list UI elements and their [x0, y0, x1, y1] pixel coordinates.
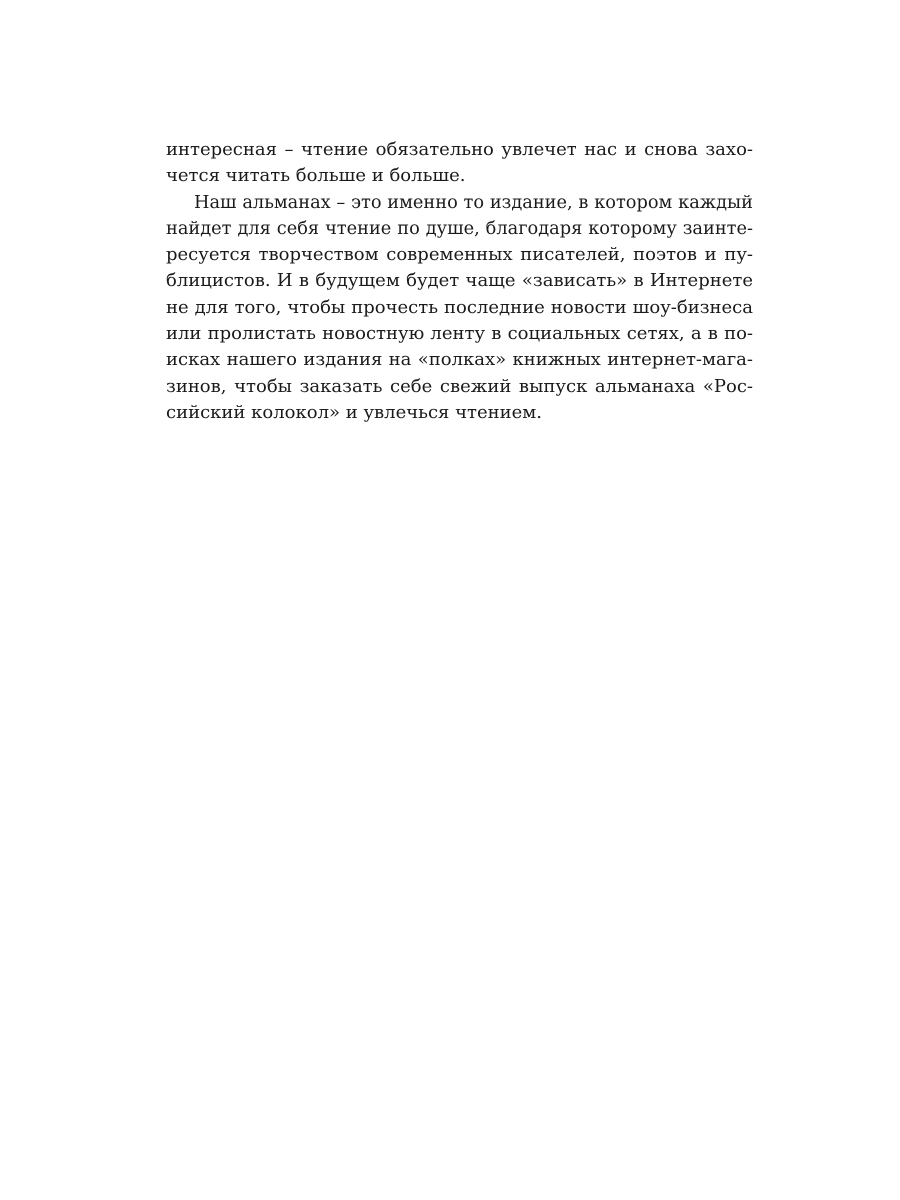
- text-line: исках нашего издания на «полках» книжных интернет-мага-: [166, 349, 753, 371]
- text-line: найдет для себя чтение по душе, благодаря которому заинте-: [166, 218, 753, 239]
- text-line: чется читать больше и больше.: [166, 165, 466, 187]
- text-line: или пролистать новостную ленту в социальных сетях, а в по-: [166, 323, 753, 345]
- body-text: [166, 137, 753, 426]
- text-line: ресуется творчеством современных писателей, поэтов и пу-: [166, 244, 753, 266]
- text-line: не для того, чтобы прочесть последние новости шоу-бизнеса: [166, 296, 753, 318]
- paragraph-continued: [166, 137, 753, 190]
- text-line: интересная – чтение обязательно увлечет нас и снова захо-: [166, 139, 753, 160]
- paragraph-almanac: [166, 190, 753, 427]
- text-line: Наш альманах – это именно то издание, в котором каждый: [194, 192, 753, 213]
- text-line: сийский колокол» и увлечься чтением.: [166, 401, 543, 423]
- text-line: зинов, чтобы заказать себе свежий выпуск альманаха «Рос-: [166, 375, 753, 397]
- text-line: блицистов. И в будущем будет чаще «зависать» в Интернете: [166, 270, 753, 292]
